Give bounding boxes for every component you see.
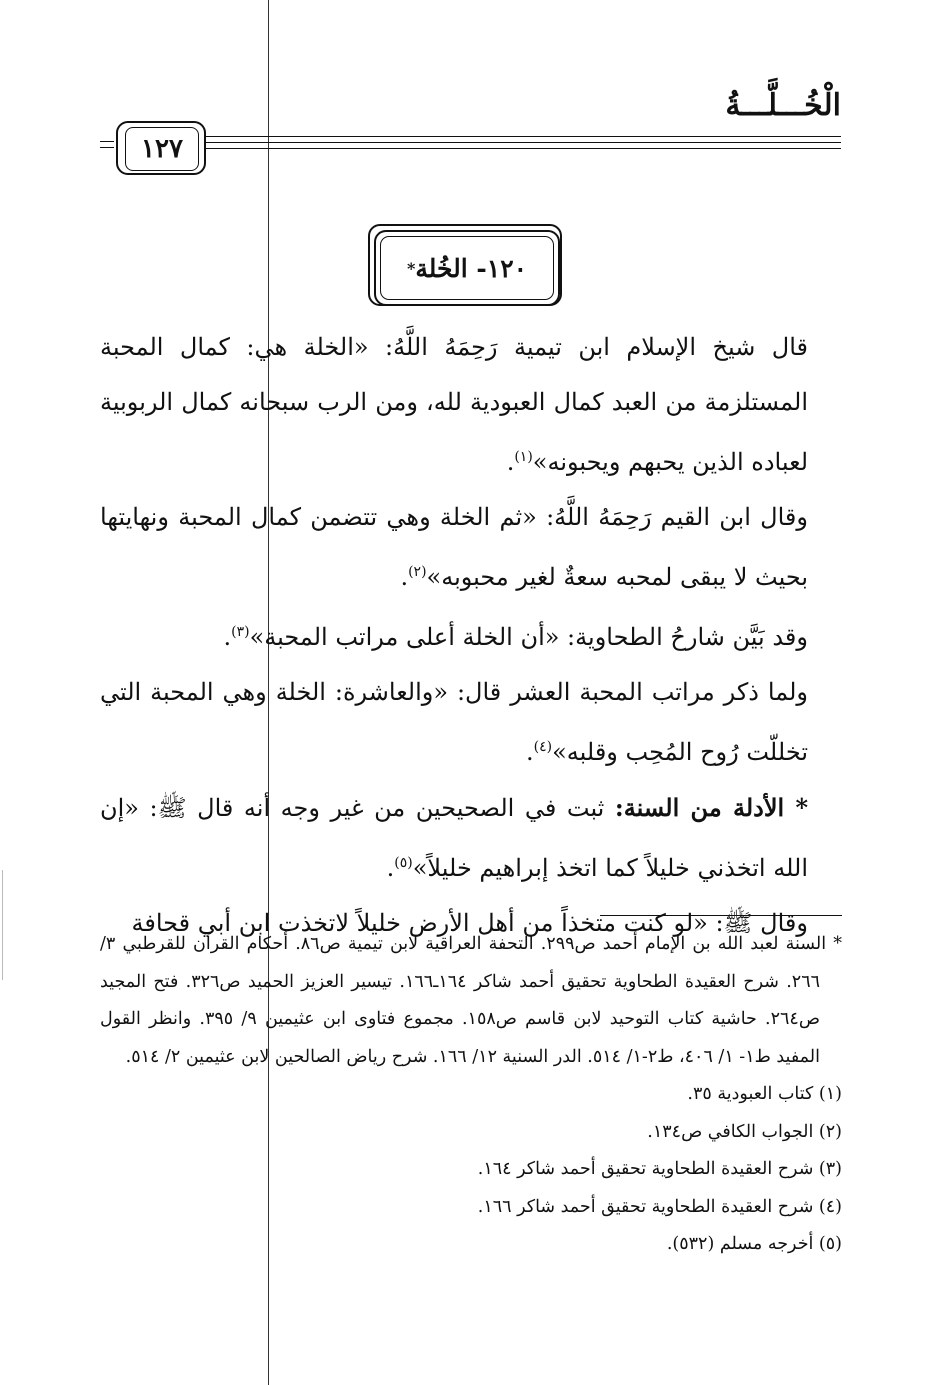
paragraph-3-text: وقد بَيَّن شارحُ الطحاوية: «أن الخلة أعلى مراتب المحبة» <box>249 623 808 651</box>
footnote-3: (٣) شرح العقيدة الطحاوية تحقيق أحمد شاكر ١٦٤. <box>477 1159 842 1179</box>
main-text <box>100 320 840 951</box>
paragraph-2: وقال ابن القيم رَحِمَهُ اللَّهُ: «ثم الخلة وهي تتضمن كمال المحبة ونهايتها بحيث لا يبقى لمحبه سعةٌ لغير محبوبه»$^{(٢)}$. <box>100 503 808 591</box>
footnote-ref-4: (٤) <box>533 739 553 755</box>
page-number: ١٢٧ <box>125 127 199 171</box>
footnote-1: (١) كتاب العبودية ٣٥. <box>687 1084 842 1104</box>
paragraph-6-text: وقال ﷺ: «لو كنت متخذاً من أهل الأرض خليلاً لاتخذت ابن أبي قحافة <box>131 909 808 937</box>
header-rule <box>205 136 841 150</box>
paragraph-2-text: وقال ابن القيم رَحِمَهُ اللَّهُ: «ثم الخلة وهي تتضمن كمال المحبة ونهايتها بحيث لا يبقى لمحبه سعةٌ لغير محبوبه» <box>100 503 808 591</box>
footnote-star: * السنة لعبد الله بن الإمام أحمد ص٢٩٩. التحفة العراقية لابن تيمية ص٨٦. أحكام القرآن للقرطبي ٣/ ٢٦٦. شرح العقيدة الطحاوية تحقيق أحمد شاكر ١٦٤ـ١٦٦. تيسير العزيز الحميد ص٣٢٦. فتح المجيد ص٢٦٤. حاشية كتاب التوحيد لابن قاسم ص١٥٨. مجموع فتاوى ابن عثيمين ٩/ ٣٩٥. وانظر القول المفيد ط١- ١/ ٤٠٦، ط٢-١/ ٥١٤. الدر السنية ١٢/ ١٦٦. شرح رياض الصالحين لابن عثيمين ٢/ ٥١٤. <box>100 934 843 1067</box>
footnotes <box>100 926 842 1264</box>
chapter-title-star: * <box>406 258 416 278</box>
paragraph-5-heading: * الأدلة من السنة: <box>614 793 809 822</box>
running-title: الْخُـــلَّـــةُ <box>725 88 841 123</box>
footnote-4: (٤) شرح العقيدة الطحاوية تحقيق أحمد شاكر ١٦٦. <box>477 1196 842 1217</box>
paragraph-4: ولما ذكر مراتب المحبة العشر قال: «والعاشرة: الخلة وهي المحبة التي تخللّت رُوح المُحِب وقلبه»$^{(٤)}$. <box>100 678 808 766</box>
footnote-ref-5: (٥) <box>394 855 413 871</box>
paragraph-5: * الأدلة من السنة: ثبت في الصحيحين من غير وجه أنه قال ﷺ: «إن الله اتخذني خليلاً كما اتخذ إبراهيم خليلاً»$^{(٥)}$. <box>100 793 809 882</box>
footnote-ref-3: (٣) <box>231 624 250 640</box>
footnote-5: (٥) أخرجه مسلم (٥٣٢). <box>666 1234 842 1254</box>
footnote-separator <box>600 915 842 916</box>
paragraph-5-text: ثبت في الصحيحين من غير وجه أنه قال ﷺ: «إن الله اتخذني خليلاً كما اتخذ إبراهيم خليلاً» <box>100 794 808 882</box>
footnote-ref-1: (١) <box>514 449 533 465</box>
chapter-title <box>380 236 554 300</box>
scan-edge-mark <box>2 870 3 980</box>
paragraph-3: وقد بَيَّن شارحُ الطحاوية: «أن الخلة أعلى مراتب المحبة»$^{(٣)}$. <box>223 623 808 651</box>
footnote-ref-2: (٢) <box>408 564 427 580</box>
header-rule-left <box>100 141 114 149</box>
chapter-title-text: ١٢٠- الخُلة <box>415 253 528 283</box>
paragraph-1: قال شيخ الإسلام ابن تيمية رَحِمَهُ اللَّهُ: «الخلة هي: كمال المحبة المستلزمة من العبد كمال العبودية لله، ومن الرب سبحانه كمال الربوبية لعباده الذين يحبهم ويحبونه»$^{(١)}$. <box>100 333 808 476</box>
paragraph-1-text: قال شيخ الإسلام ابن تيمية رَحِمَهُ اللَّهُ: «الخلة هي: كمال المحبة المستلزمة من العبد كمال العبودية لله، ومن الرب سبحانه كمال الربوبية لعباده الذين يحبهم ويحبونه» <box>100 333 808 476</box>
paragraph-4-text: ولما ذكر مراتب المحبة العشر قال: «والعاشرة: الخلة وهي المحبة التي تخللّت رُوح المُحِب وقلبه» <box>100 678 808 766</box>
footnote-2: (٢) الجواب الكافي ص١٣٤. <box>647 1121 842 1142</box>
